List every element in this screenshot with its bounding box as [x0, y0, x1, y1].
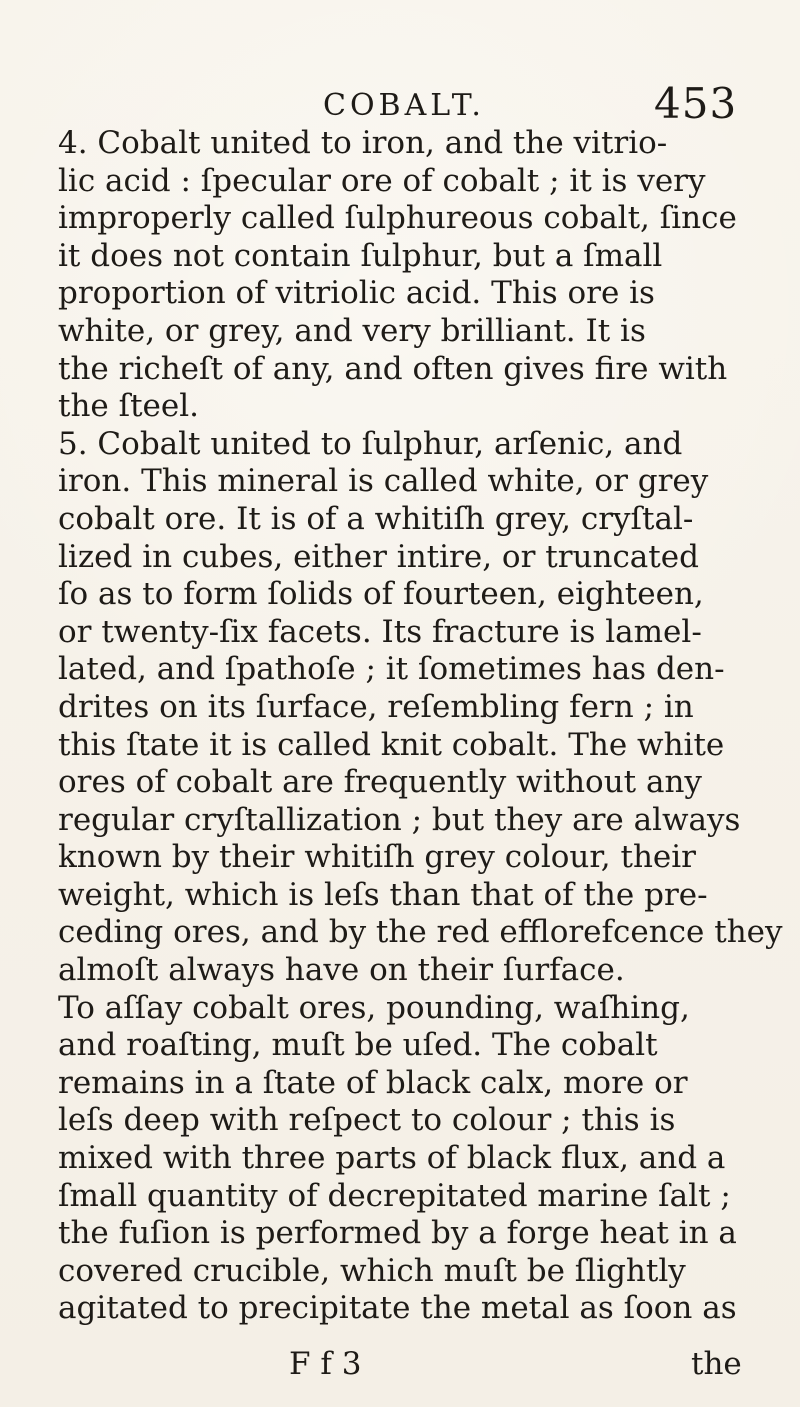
- page-header: [0, 58, 800, 128]
- text-line: lized in cubes, either intire, or truncated: [58, 538, 699, 575]
- text-line: the fuſion is performed by a forge heat in a: [58, 1215, 737, 1252]
- page-number: 453: [654, 79, 738, 128]
- signature-mark: F f 3: [289, 1346, 362, 1382]
- text-line: 5. Cobalt united to ſulphur, arſenic, and: [58, 425, 683, 462]
- body-text: [58, 125, 783, 1328]
- text-line: known by their whitiſh grey colour, their: [58, 839, 696, 876]
- text-line: cobalt ore. It is of a whitiſh grey, cryſtal-: [58, 500, 694, 537]
- text-line: To aſſay cobalt ores, pounding, waſhing,: [58, 989, 690, 1026]
- text-line: it does not contain ſulphur, but a ſmall: [58, 237, 663, 274]
- text-line: regular cryſtallization ; but they are always: [58, 801, 741, 838]
- text-line: proportion of vitriolic acid. This ore is: [58, 275, 655, 312]
- text-line: and roaſting, muſt be uſed. The cobalt: [58, 1027, 658, 1064]
- text-line: leſs deep with reſpect to colour ; this is: [58, 1102, 676, 1139]
- text-line: lic acid : ſpecular ore of cobalt ; it is very: [58, 162, 706, 199]
- text-line: covered crucible, which muſt be ſlightly: [58, 1252, 686, 1289]
- text-line: the richeſt of any, and often gives fire with: [58, 350, 728, 387]
- text-line: remains in a ſtate of black calx, more or: [58, 1064, 688, 1101]
- text-line: drites on its ſurface, reſembling fern ; in: [58, 688, 694, 725]
- text-line: weight, which is leſs than that of the pre-: [58, 876, 708, 913]
- text-line: ceding ores, and by the red efflorefcence they: [58, 914, 783, 951]
- text-line: white, or grey, and very brilliant. It is: [58, 312, 646, 349]
- text-line: agitated to precipitate the metal as ſoon as: [58, 1290, 737, 1327]
- text-line: ores of cobalt are frequently without any: [58, 764, 702, 801]
- text-line: 4. Cobalt united to iron, and the vitrio-: [58, 125, 668, 161]
- text-line: iron. This mineral is called white, or grey: [58, 463, 709, 500]
- text-line: ſmall quantity of decrepitated marine ſalt ;: [58, 1177, 731, 1214]
- text-line: ſo as to form ſolids of fourteen, eighteen,: [58, 576, 704, 613]
- page-footer: [0, 1346, 800, 1388]
- text-line: this ſtate it is called knit cobalt. The white: [58, 726, 725, 763]
- running-head: COBALT.: [323, 88, 485, 123]
- text-line: lated, and ſpathoſe ; it ſometimes has den-: [58, 651, 725, 688]
- catchword: the: [691, 1346, 742, 1382]
- text-line: mixed with three parts of black flux, and a: [58, 1140, 726, 1177]
- text-line: the ſteel.: [58, 388, 200, 425]
- text-line: almoſt always have on their ſurface.: [58, 952, 625, 989]
- text-line: improperly called ſulphureous cobalt, ſince: [58, 200, 737, 237]
- text-line: or twenty-ſix facets. Its fracture is lamel-: [58, 613, 702, 650]
